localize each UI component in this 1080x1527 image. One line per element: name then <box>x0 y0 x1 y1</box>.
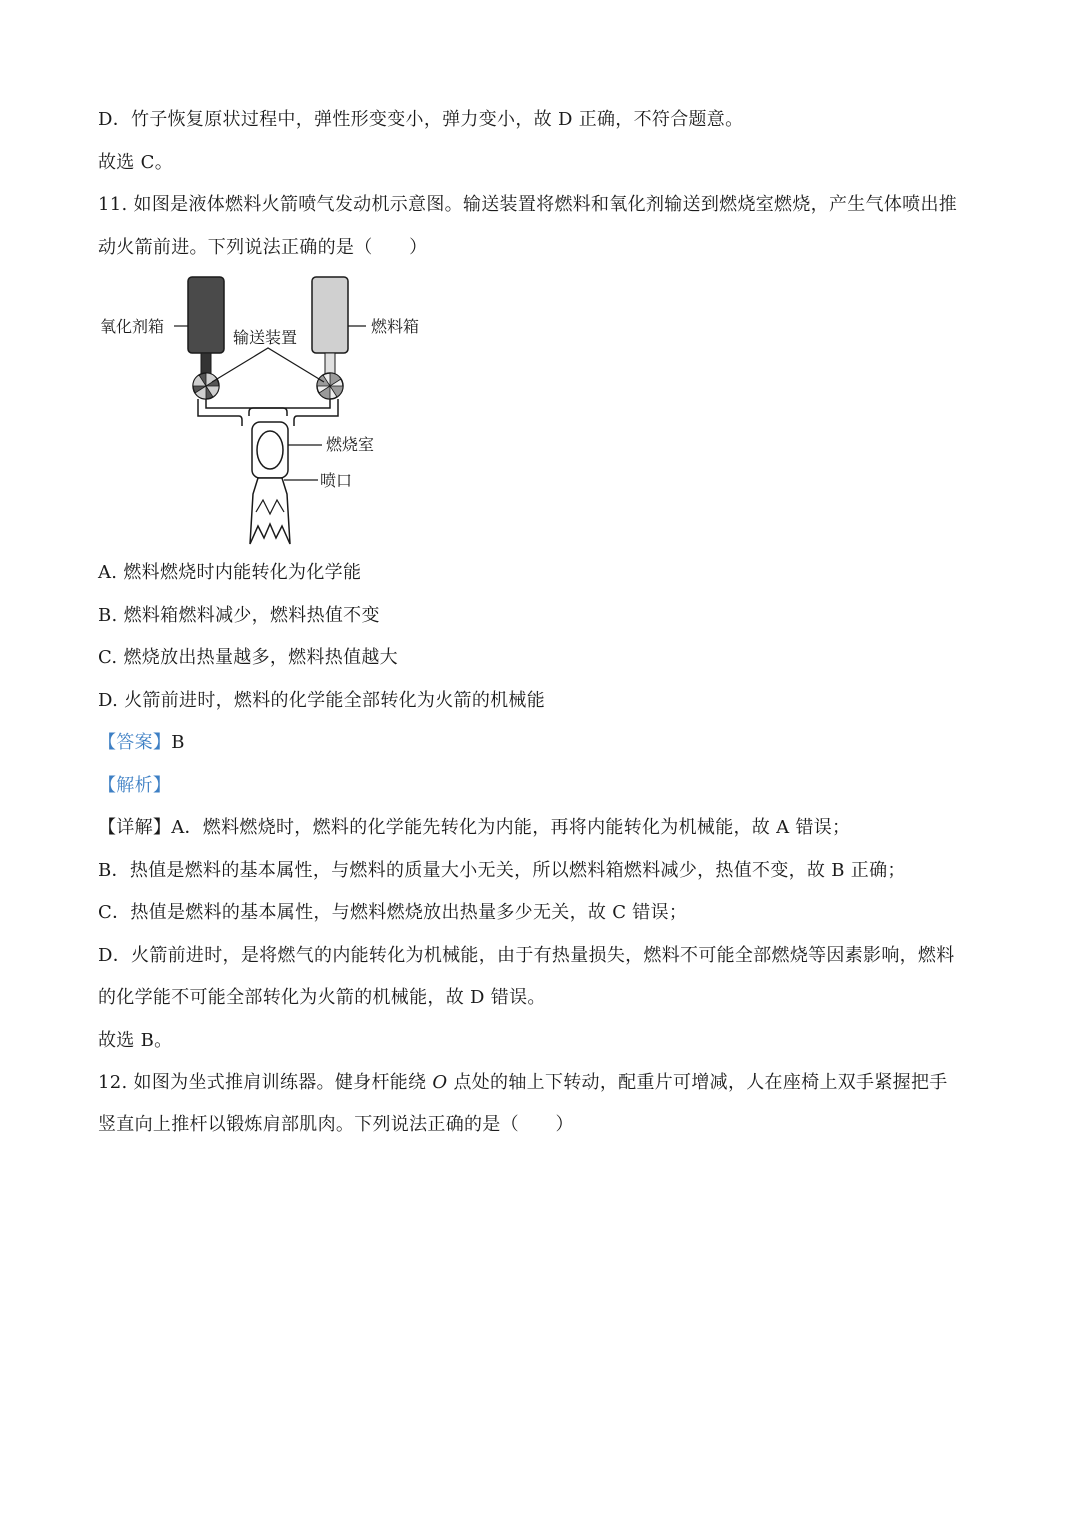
label-combustion-chamber: 燃烧室 <box>326 435 375 454</box>
fuel-tank <box>312 277 348 353</box>
q11-option-c: C. 燃烧放出热量越多，燃料热值越大 <box>98 647 398 668</box>
q11-conclusion: 故选 B。 <box>98 1030 173 1051</box>
oxidizer-pump <box>193 373 219 399</box>
q11-detail-a <box>98 816 850 840</box>
q12-stem-part1: 12. 如图为坐式推肩训练器。健身杆能绕 <box>98 1072 433 1093</box>
q12-point-o: O <box>432 1072 448 1093</box>
analysis-tag: 【解析】 <box>98 775 172 796</box>
label-oxidizer-tank: 氧化剂箱 <box>100 317 165 336</box>
q11-detail-c: C．热值是燃料的基本属性，与燃料燃烧放出热量多少无关，故 C 错误； <box>98 902 688 923</box>
label-nozzle: 喷口 <box>320 471 353 490</box>
label-transfer-device: 输送装置 <box>233 328 298 347</box>
q11-option-d: D. 火箭前进时，燃料的化学能全部转化为火箭的机械能 <box>98 690 546 711</box>
prev-conclusion: 故选 C。 <box>98 152 173 173</box>
oxidizer-tank <box>188 277 224 353</box>
q11-detail-b: B．热值是燃料的基本属性，与燃料的质量大小无关，所以燃料箱燃料减少，热值不变，故 B 正确； <box>98 860 906 881</box>
q11-detail-d1: D．火箭前进时，是将燃气的内能转化为机械能，由于有热量损失，燃料不可能全部燃烧等因素影响，燃料 <box>98 945 955 966</box>
q11-stem-line2: 动火箭前进。下列说法正确的是（ ） <box>98 237 428 258</box>
q11-stem-line1: 11. 如图是液体燃料火箭喷气发动机示意图。输送装置将燃料和氧化剂输送到燃烧室燃烧，产生气体喷出推 <box>98 194 958 215</box>
prev-option-d: D．竹子恢复原状过程中，弹性形变变小，弹力变小，故 D 正确，不符合题意。 <box>98 109 744 130</box>
q11-option-b: B. 燃料箱燃料减少，燃料热值不变 <box>98 605 380 626</box>
label-fuel-tank: 燃料箱 <box>371 317 420 336</box>
q11-option-a: A. 燃料燃烧时内能转化为化学能 <box>98 562 362 583</box>
rocket-engine-diagram <box>96 272 436 550</box>
answer-value: B <box>171 732 185 753</box>
detail-tag: 【详解】 <box>98 817 172 838</box>
detail-a-text: A．燃料燃烧时，燃料的化学能先转化为内能，再将内能转化为机械能，故 A 错误； <box>171 817 851 838</box>
q11-analysis-heading <box>98 774 171 798</box>
q11-answer <box>98 731 185 755</box>
q12-stem-line2: 竖直向上推杆以锻炼肩部肌肉。下列说法正确的是（ ） <box>98 1114 574 1135</box>
q11-detail-d2: 的化学能不可能全部转化为火箭的机械能，故 D 错误。 <box>98 987 546 1008</box>
q12-stem-line1 <box>98 1071 948 1095</box>
fuel-pump <box>317 373 343 399</box>
q12-stem-part2: 点处的轴上下转动，配重片可增减，人在座椅上双手紧握把手 <box>447 1072 948 1093</box>
answer-tag: 【答案】 <box>98 732 172 753</box>
